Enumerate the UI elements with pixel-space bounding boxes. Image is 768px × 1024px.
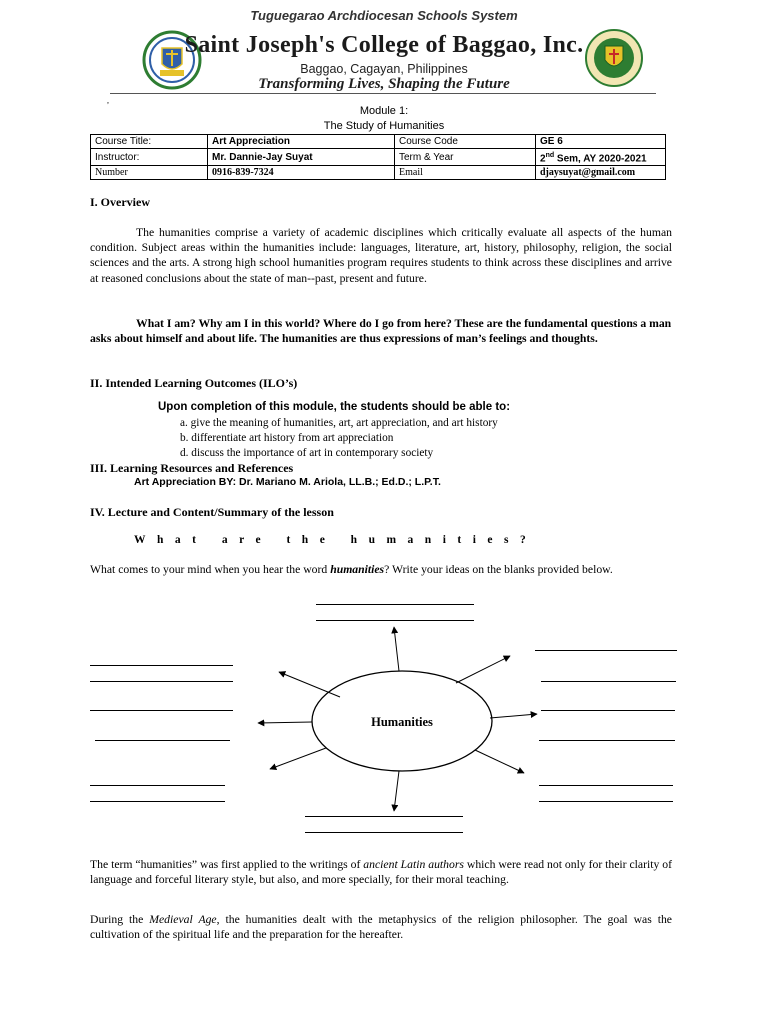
answer-blank-right-4[interactable] xyxy=(539,740,675,741)
arrow-up xyxy=(394,627,399,671)
college-address: Baggao, Cagayan, Philippines xyxy=(300,62,468,76)
table-cell: 0916-839-7324 xyxy=(208,166,395,180)
answer-blank-right-3[interactable] xyxy=(541,710,675,711)
table-cell: Course Code xyxy=(395,135,536,149)
arrow-left xyxy=(258,722,312,723)
ilo-item: d. discuss the importance of art in contemporary society xyxy=(180,447,434,459)
ilo-item: b. differentiate art history from art appreciation xyxy=(180,432,394,444)
answer-blank-left-1[interactable] xyxy=(90,665,233,666)
header-dot: , xyxy=(107,96,109,105)
concept-map-center-label: Humanities xyxy=(371,715,433,729)
term-year-cell xyxy=(536,149,666,166)
lecture-heading: IV. Lecture and Content/Summary of the lesson xyxy=(90,505,334,519)
ilo-item: a. give the meaning of humanities, art, art appreciation, and art history xyxy=(180,417,498,429)
answer-blank-left-3[interactable] xyxy=(90,710,233,711)
paragraph-text: During the xyxy=(90,913,150,926)
college-motto: Transforming Lives, Shaping the Future xyxy=(258,76,510,92)
table-cell: Email xyxy=(395,166,536,180)
ilo-heading: II. Intended Learning Outcomes (ILO’s) xyxy=(90,376,298,390)
header-divider xyxy=(110,93,656,94)
arrow-upper-right xyxy=(456,656,510,683)
term-ordinal: nd xyxy=(545,152,555,159)
module-title: The Study of Humanities xyxy=(323,120,445,132)
paragraph-term: Medieval Age xyxy=(149,913,217,926)
answer-blank-right-6[interactable] xyxy=(539,801,673,802)
answer-blank-left-6[interactable] xyxy=(90,801,225,802)
course-info-table xyxy=(90,134,666,180)
answer-blank-right-5[interactable] xyxy=(539,785,673,786)
school-system-name: Tuguegarao Archdiocesan Schools System xyxy=(250,8,518,23)
answer-blank-left-4[interactable] xyxy=(95,740,230,741)
prompt-text: What comes to your mind when you hear the word xyxy=(90,563,331,576)
answer-blank-bottom-2[interactable] xyxy=(305,832,463,833)
term-number: 2 xyxy=(540,153,546,165)
overview-heading: I. Overview xyxy=(90,195,150,209)
answer-blank-top-1[interactable] xyxy=(316,604,474,605)
table-cell: Instructor: xyxy=(91,149,208,166)
arrow-upper-left xyxy=(279,672,340,697)
term-text: Sem, AY 2020-2021 xyxy=(556,153,647,165)
overview-paragraph: The humanities comprise a variety of academic disciplines which critically evaluate all aspects of the human condition. Subject areas within the humanities include: languages, literature, art, history, philosophy, religion, the social sciences and the arts. A strong high school humanities program requires students to think across these disciplines and arrive at reasoned conclusions about the state of man--past, present and future. xyxy=(90,226,672,285)
answer-blank-top-2[interactable] xyxy=(316,620,474,621)
table-row xyxy=(91,135,666,149)
table-cell: Art Appreciation xyxy=(208,135,395,149)
medieval-age-paragraph xyxy=(90,912,672,942)
prompt-text: ? Write your ideas on the blanks provided below. xyxy=(384,563,613,576)
prompt-term: humanities xyxy=(330,563,385,576)
paragraph-text: , the humanities dealt with the metaphysics of the religion philosopher. The goal was the cultivation of the spiritual life and the preparation for the hereafter. xyxy=(90,913,672,942)
answer-blank-right-2[interactable] xyxy=(541,681,676,682)
overview-questions-paragraph: What I am? Why am I in this world? Where do I go from here? These are the fundamental questions a man asks about himself and about life. The humanities are thus expressions of man’s feelings and thoughts. xyxy=(90,317,672,346)
answer-blank-bottom-1[interactable] xyxy=(305,816,463,817)
humanities-history-paragraph xyxy=(90,857,672,887)
arrow-lower-left xyxy=(270,748,326,769)
reference-text: Art Appreciation BY: Dr. Mariano M. Ariola, LL.B.; Ed.D.; L.P.T. xyxy=(134,476,441,488)
arrow-right xyxy=(490,714,537,718)
resources-heading: III. Learning Resources and References xyxy=(90,461,294,475)
arrow-lower-right xyxy=(475,750,524,773)
paragraph-text: The term “humanities” was first applied to the writings of xyxy=(90,858,364,871)
answer-blank-left-2[interactable] xyxy=(90,681,233,682)
table-cell: djaysuyat@gmail.com xyxy=(536,166,666,180)
module-label: Module 1: xyxy=(359,105,409,117)
table-row xyxy=(91,149,666,166)
table-cell: Number xyxy=(91,166,208,180)
lecture-prompt xyxy=(90,562,672,577)
paragraph-term: ancient Latin authors xyxy=(363,858,464,871)
college-name: Saint Joseph's College of Baggao, Inc. xyxy=(184,32,584,58)
table-cell: Mr. Dannie-Jay Suyat xyxy=(208,149,395,166)
answer-blank-right-1[interactable] xyxy=(535,650,677,651)
answer-blank-left-5[interactable] xyxy=(90,785,225,786)
table-row xyxy=(91,166,666,180)
table-cell: Course Title: xyxy=(91,135,208,149)
table-cell: Term & Year xyxy=(395,149,536,166)
ilo-lead: Upon completion of this module, the students should be able to: xyxy=(158,401,511,413)
arrow-down xyxy=(394,771,399,811)
lecture-question: What are the humanities? xyxy=(134,534,538,546)
table-cell: GE 6 xyxy=(536,135,666,149)
paragraph-text: which were read not only for their clarity of language and forceful literary style, but also, and more specially, for their moral teaching. xyxy=(90,858,672,887)
